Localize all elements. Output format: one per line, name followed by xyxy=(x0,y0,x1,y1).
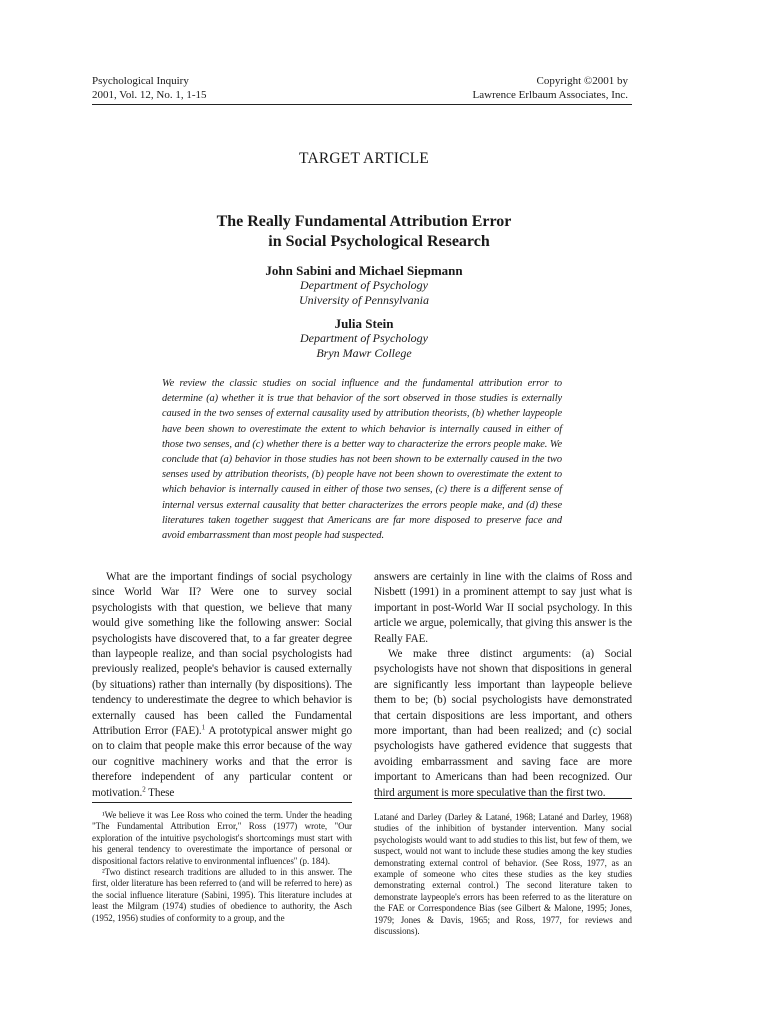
running-header-left xyxy=(92,74,207,102)
running-header-right xyxy=(473,74,628,102)
article-type: TARGET ARTICLE xyxy=(299,150,429,167)
journal-name: Psychological Inquiry xyxy=(92,75,189,87)
department-1: Department of Psychology xyxy=(300,278,428,292)
department-2: Department of Psychology xyxy=(300,331,428,345)
footnote-2: ²Two distinct research traditions are alluded to in this answer. The first, older literature has been referred to (and will be referred to here) as the social influence literature (Sabini, 1995). This literature includes at least the Milgram (1974) studies of obedience to authority, the Asch (1952, 1956) studies of conformity to a group, and the xyxy=(92,867,352,923)
author-names-2: Julia Stein xyxy=(334,316,394,331)
body-text-part-3: These xyxy=(145,786,175,799)
body-paragraph-1 xyxy=(92,570,352,801)
footnote-rule-right xyxy=(374,798,632,799)
copyright-line: Copyright ©2001 by xyxy=(536,75,628,87)
title-line-1: The Really Fundamental Attribution Error xyxy=(216,213,512,230)
footnote-2-continued: Latané and Darley (Darley & Latané, 1968; Latané and Darley, 1968) studies of the inhibition of bystander intervention. Many social psychologists would want to add studies to this list, but few of them, we suspect, would not want to include these studies among the key studies demonstrating external control of behavior. (See Ross, 1977, as an example of someone who cites these studies as the key studies demonstrating external control.) The second literature taken to demonstrate laypeople's errors has been referred to as the literature on the FAE or Correspondence Bias (see Gilbert & Malone, 1995; Jones, 1979; Jones & Davis, 1965; and Ross, 1977, for reviews and discussions). xyxy=(374,812,632,937)
header-rule xyxy=(92,104,632,105)
title-line-2: in Social Psychological Research xyxy=(268,233,490,250)
institution-2: Bryn Mawr College xyxy=(316,346,412,360)
publisher-line: Lawrence Erlbaum Associates, Inc. xyxy=(472,89,628,101)
footnotes-left xyxy=(92,810,352,924)
body-text-part-1: What are the important findings of social psychology since World War II? Were one to survey social psychologists with that question, we believe that many would give something like the following answer: Social psychologists have discovered that, to a far greater degree than laypeople realize, and than social psychologists had previously realized, people's behavior is caused externally (by situations) rather than internally (by dispositions). The tendency to underestimate the degree to which behavior is externally caused has been called the Fundamental Attribution Error (FAE). xyxy=(92,571,352,738)
footnote-marker-1: 1 xyxy=(201,723,205,732)
body-paragraph-2: We make three distinct arguments: (a) Social psychologists have not shown that dispositions in general are significantly less important than laypeople believe them to be; (b) social psychologists have demonstrated that certain dispositions are less important, and others more important, than had been realized; and (c) social psychologists have gathered evidence that suggests that avoiding embarrassment and saving face are more important to Americans than had been recognized. Our third argument is more speculative than the first two. xyxy=(374,648,632,799)
article-title xyxy=(0,212,728,252)
body-text-part-2: A prototypical answer might go on to claim that people make this error because of the way our cognitive machinery works and that the error is therefore independent of any particular content or motivation. xyxy=(92,725,352,799)
footnotes-right xyxy=(374,812,632,937)
affiliation-2 xyxy=(0,331,728,361)
author-names-1: John Sabini and Michael Siepmann xyxy=(265,263,463,278)
affiliation-1 xyxy=(0,278,728,308)
body-paragraph-continued: answers are certainly in line with the claims of Ross and Nisbett (1991) in a prominent attempt to say just what is important in post-World War II social psychology. In this article we argue, polemically, that giving this answer is the Really FAE. xyxy=(374,571,632,645)
footnote-rule-left xyxy=(92,802,352,803)
body-column-left xyxy=(92,570,352,801)
footnote-1: ¹We believe it was Lee Ross who coined the term. Under the heading "The Fundamental Attribution Error," Ross (1977) wrote, "Our exploration of the intuitive psychologist's shortcomings must start with his general tendency to overestimate the importance of personal or dispositional factors relative to environmental influences" (p. 184). xyxy=(92,810,352,866)
abstract: We review the classic studies on social influence and the fundamental attribution error to determine (a) whether it is true that behavior of the sort observed in those studies is externally caused in the two senses of external causality used by attribution theorists, (b) whether laypeople have been shown to overestimate the extent to which behavior is internally caused in either of those two senses, and (c) whether there is a better way to characterize the errors people make. We conclude that (a) behavior in those studies has not been shown to be externally caused in the two senses used by attribution theorists, (b) people have not been shown to overestimate the extent to which behavior is internally caused in either of those two senses, (c) there is a different sense of internal versus external causality that better characterizes the errors people make, and (d) these literatures taken together suggest that Americans are far more disposed to preserve face and avoid embarrassment than most people had suspected. xyxy=(162,378,562,542)
body-column-right xyxy=(374,570,632,801)
institution-1: University of Pennsylvania xyxy=(299,293,429,307)
journal-volume: 2001, Vol. 12, No. 1, 1-15 xyxy=(92,89,207,101)
footnote-marker-2: 2 xyxy=(142,784,146,793)
